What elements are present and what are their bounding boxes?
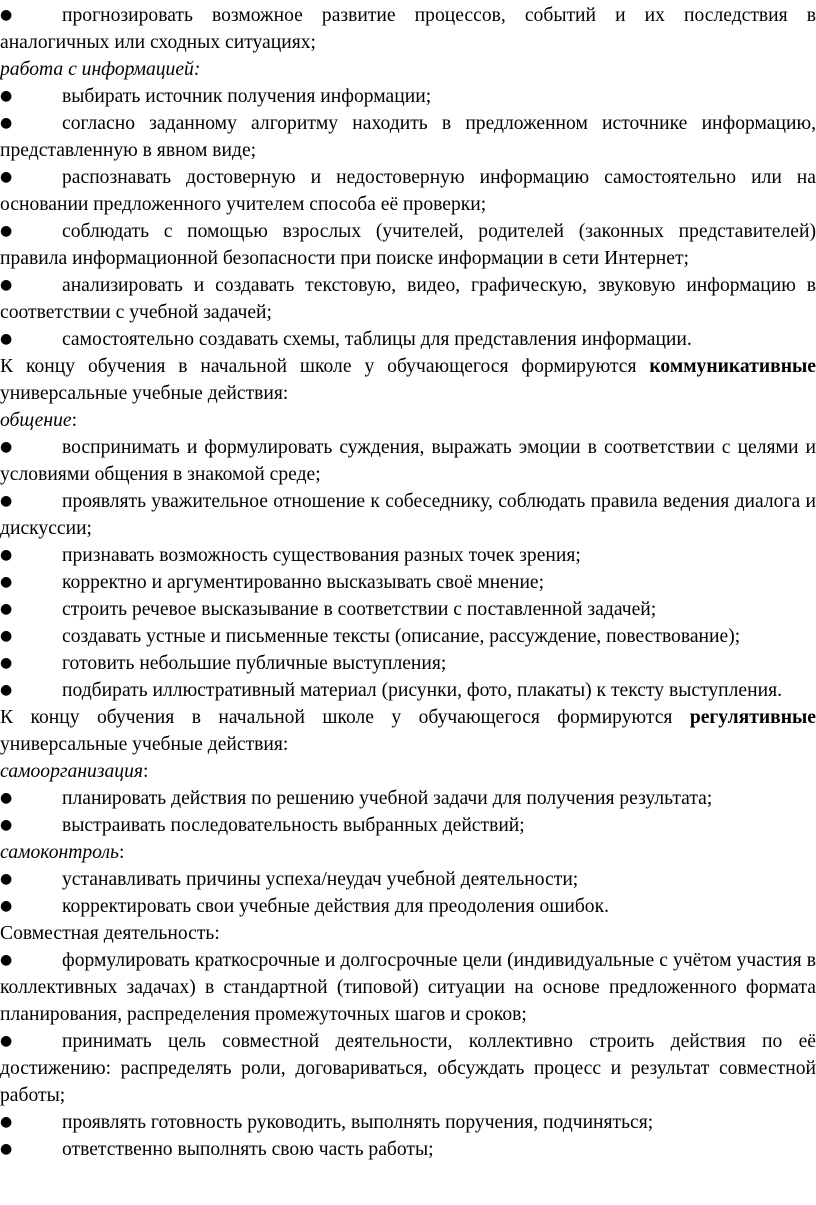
bullet-icon: ●: [0, 169, 13, 185]
list-item: [0, 785, 816, 812]
list-item: [0, 1136, 816, 1163]
bullet-icon: ●: [0, 439, 13, 455]
paragraph: [0, 353, 816, 407]
section-heading: Совместная деятельность:: [0, 923, 220, 944]
list-item-text: выстраивать последовательность выбранных действий;: [62, 815, 525, 836]
subsection-colon: :: [118, 842, 125, 863]
bullet-icon: ●: [0, 547, 13, 563]
list-item: [0, 677, 816, 704]
bullet-icon: ●: [0, 898, 13, 914]
paragraph-emphasis: регулятивные: [689, 707, 816, 728]
list-item-text: устанавливать причины успеха/неудач учебной деятельности;: [62, 869, 579, 890]
bullet-icon: ●: [0, 1033, 13, 1049]
list-item-text: проявлять уважительное отношение к собеседнику, соблюдать правила ведения диалога и дискуссии;: [0, 491, 816, 539]
subsection-heading: [0, 407, 816, 434]
list-item-text: прогнозировать возможное развитие процессов, событий и их последствия в аналогичных или сходных ситуациях;: [0, 5, 816, 53]
list-item-text: соблюдать с помощью взрослых (учителей, родителей (законных представителей) правила информационной безопасности при поиске информации в сети Интернет;: [0, 221, 816, 269]
paragraph-text-end: универсальные учебные действия:: [0, 383, 289, 404]
bullet-icon: ●: [0, 952, 13, 968]
bullet-icon: ●: [0, 655, 13, 671]
list-item: [0, 542, 816, 569]
list-item: [0, 812, 816, 839]
list-item-text: создавать устные и письменные тексты (описание, рассуждение, повествование);: [62, 626, 741, 647]
bullet-icon: ●: [0, 1114, 13, 1130]
list-item-text: готовить небольшие публичные выступления;: [62, 653, 447, 674]
bullet-icon: ●: [0, 277, 13, 293]
bullet-icon: ●: [0, 871, 13, 887]
subsection-heading: [0, 839, 816, 866]
list-item: [0, 596, 816, 623]
list-item: [0, 1109, 816, 1136]
list-item: [0, 623, 816, 650]
bullet-icon: ●: [0, 88, 13, 104]
list-item-text: согласно заданному алгоритму находить в предложенном источнике информацию, представленную в явном виде;: [0, 113, 816, 161]
bullet-icon: ●: [0, 331, 13, 347]
list-item: [0, 650, 816, 677]
list-item: [0, 2, 816, 56]
subsection-heading: [0, 56, 816, 83]
list-item-text: строить речевое высказывание в соответствии с поставленной задачей;: [62, 599, 657, 620]
list-item-text: признавать возможность существования разных точек зрения;: [62, 545, 581, 566]
bullet-icon: ●: [0, 1141, 13, 1157]
subsection-title: общение: [0, 410, 72, 431]
list-item: [0, 569, 816, 596]
bullet-icon: ●: [0, 115, 13, 131]
list-item: [0, 83, 816, 110]
paragraph-emphasis: коммуникативные: [649, 356, 816, 377]
list-item-text: корректировать свои учебные действия для преодоления ошибок.: [62, 896, 609, 917]
list-item: [0, 488, 816, 542]
bullet-icon: ●: [0, 7, 13, 23]
list-item: [0, 110, 816, 164]
list-item-text: принимать цель совместной деятельности, коллективно строить действия по её достижению: распределять роли, договариваться, обсуждать процесс и результат совместной работы;: [0, 1031, 816, 1106]
list-item-text: самостоятельно создавать схемы, таблицы для представления информации.: [62, 329, 692, 350]
list-item: [0, 893, 816, 920]
list-item: [0, 947, 816, 1028]
subsection-title: работа с информацией:: [0, 59, 201, 80]
bullet-icon: ●: [0, 493, 13, 509]
bullet-icon: ●: [0, 682, 13, 698]
list-item-text: формулировать краткосрочные и долгосрочные цели (индивидуальные с учётом участия в коллективных задачах) в стандартной (типовой) ситуации на основе предложенного формата планирования, распределения промежуточных шагов и сроков;: [0, 950, 816, 1025]
list-item-text: выбирать источник получения информации;: [62, 86, 432, 107]
list-item-text: воспринимать и формулировать суждения, выражать эмоции в соответствии с целями и условиями общения в знакомой среде;: [0, 437, 816, 485]
list-item: [0, 272, 816, 326]
bullet-icon: ●: [0, 790, 13, 806]
list-item: [0, 164, 816, 218]
bullet-icon: ●: [0, 574, 13, 590]
paragraph: [0, 704, 816, 758]
list-item-text: проявлять готовность руководить, выполнять поручения, подчиняться;: [62, 1112, 654, 1133]
paragraph-text: К концу обучения в начальной школе у обучающегося формируются: [0, 356, 650, 377]
list-item-text: планировать действия по решению учебной задачи для получения результата;: [62, 788, 713, 809]
list-item: [0, 1028, 816, 1109]
bullet-icon: ●: [0, 223, 13, 239]
bullet-icon: ●: [0, 817, 13, 833]
subsection-colon: :: [142, 761, 149, 782]
list-item-text: корректно и аргументированно высказывать своё мнение;: [62, 572, 545, 593]
bullet-icon: ●: [0, 628, 13, 644]
list-item-text: распознавать достоверную и недостоверную информацию самостоятельно или на основании предложенного учителем способа её проверки;: [0, 167, 816, 215]
subsection-heading: [0, 758, 816, 785]
list-item: [0, 866, 816, 893]
subsection-title: самоконтроль: [0, 842, 119, 863]
list-item-text: ответственно выполнять свою часть работы;: [62, 1139, 434, 1160]
list-item: [0, 434, 816, 488]
list-item-text: анализировать и создавать текстовую, видео, графическую, звуковую информацию в соответствии с учебной задачей;: [0, 275, 816, 323]
list-item: [0, 218, 816, 272]
subsection-colon: :: [71, 410, 78, 431]
list-item: [0, 326, 816, 353]
paragraph-text-end: универсальные учебные действия:: [0, 734, 289, 755]
subsection-title: самоорганизация: [0, 761, 143, 782]
list-item-text: подбирать иллюстративный материал (рисунки, фото, плакаты) к тексту выступления.: [62, 680, 783, 701]
paragraph-text: К концу обучения в начальной школе у обучающегося формируются: [0, 707, 690, 728]
bullet-icon: ●: [0, 601, 13, 617]
